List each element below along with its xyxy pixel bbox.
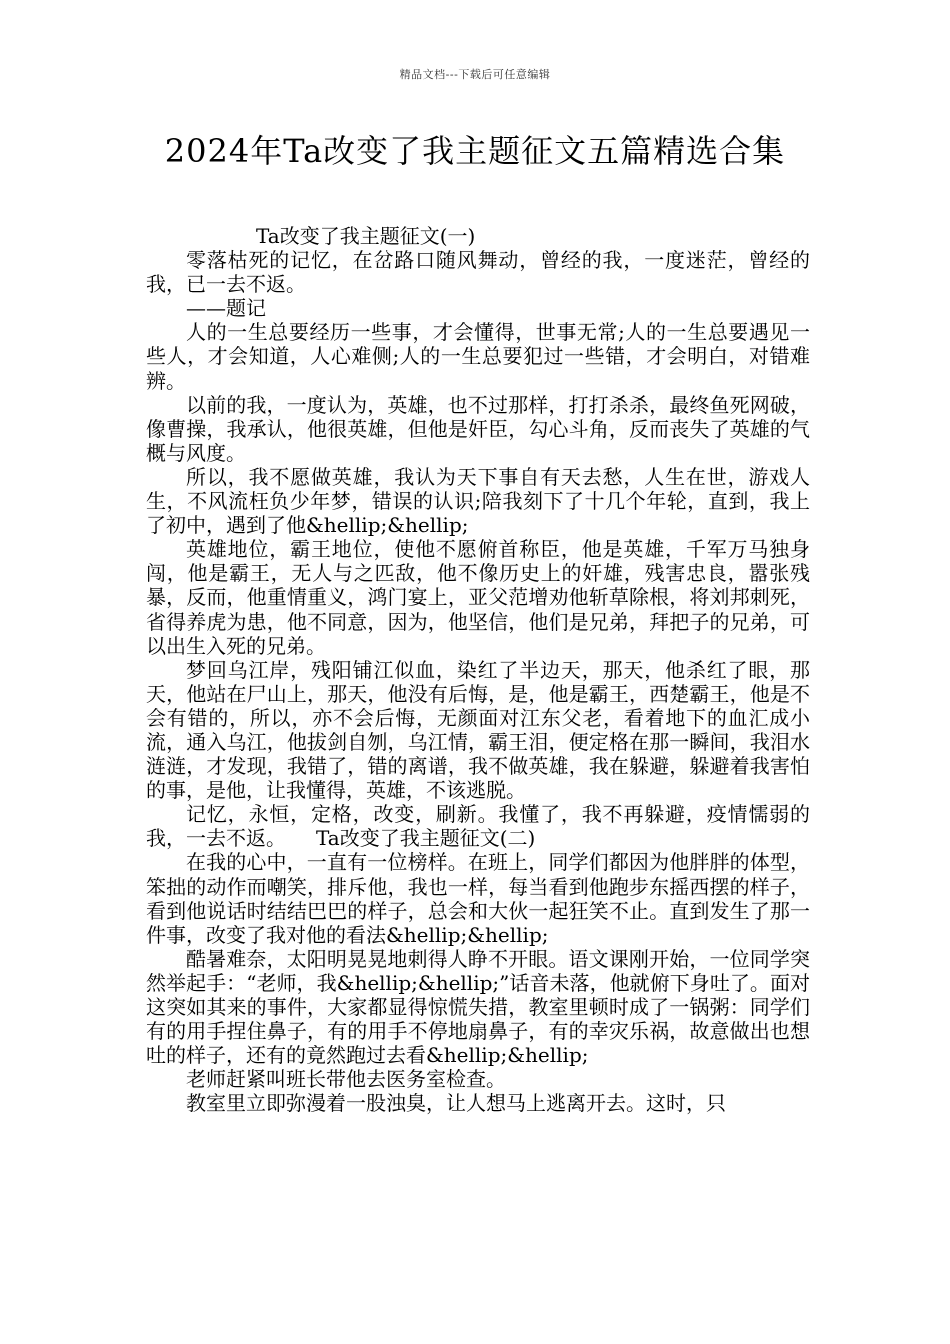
- document-body: [146, 224, 810, 1115]
- paragraph: 梦回乌江岸，残阳铺江似血，染红了半边天，那天，他杀红了眼，那天，他站在尸山上，那天，他没有后悔，是，他是霸王，西楚霸王，他是不会有错的，所以，亦不会后悔，无颜面对江东父老，看着地下的血汇成小流，通入乌江，他拔剑自刎，乌江情，霸王泪，便定格在那一瞬间，我泪水涟涟，才发现，我错了，错的离谱，我不做英雄，我在躲避，躲避着我害怕的事，是他，让我懂得，英雄，不该逃脱。: [146, 657, 810, 803]
- document-title: 2024年Ta改变了我主题征文五篇精选合集: [164, 132, 786, 170]
- paragraph: 记忆，永恒，定格，改变，刷新。我懂了，我不再躲避，疫情懦弱的我，一去不返。 Ta改变了我主题征文(二): [146, 802, 810, 851]
- paragraph: 老师赶紧叫班长带他去医务室检查。: [186, 1067, 506, 1092]
- paragraph: 零落枯死的记忆，在岔路口随风舞动，曾经的我，一度迷茫，曾经的我，已一去不返。: [146, 248, 810, 297]
- paragraph: 在我的心中，一直有一位榜样。在班上，同学们都因为他胖胖的体型，笨拙的动作而嘲笑，排斥他，我也一样，每当看到他跑步东摇西摆的样子，看到他说话时结结巴巴的样子，总会和大伙一起狂笑不止。直到发生了那一件事，改变了我对他的看法&hellip;&hellip;: [146, 850, 810, 947]
- header-note: 精品文档---下载后可任意编辑: [399, 68, 551, 81]
- paragraph: 人的一生总要经历一些事，才会懂得，世事无常;人的一生总要遇见一些人，才会知道，人心难侧;人的一生总要犯过一些错，才会明白，对错难辨。: [146, 320, 810, 393]
- paragraph: 教室里立即弥漫着一股浊臭，让人想马上逃离开去。这时，只: [186, 1091, 726, 1116]
- section-subtitle: Ta改变了我主题征文(一): [256, 224, 476, 248]
- paragraph: 以前的我，一度认为，英雄，也不过那样，打打杀杀，最终鱼死网破，像曹操，我承认，他很英雄，但他是奸臣，勾心斗角，反而丧失了英雄的气概与风度。: [146, 392, 810, 465]
- paragraph: ——题记: [186, 296, 266, 321]
- paragraph: 酷暑难奈，太阳明晃晃地刺得人睁不开眼。语文课刚开始，一位同学突然举起手：“老师，我&hellip;&hellip;”话音未落，他就俯下身吐了。面对这突如其来的事件，大家都显得惊慌失措，教室里顿时成了一锅粥：同学们有的用手捏住鼻子，有的用手不停地扇鼻子，有的幸灾乐祸，故意做出也想吐的样子，还有的竟然跑过去看&hellip;&hellip;: [146, 946, 810, 1068]
- paragraph: 所以，我不愿做英雄，我认为天下事自有天去愁，人生在世，游戏人生，不风流枉负少年梦，错误的认识;陪我刻下了十几个年轮，直到，我上了初中，遇到了他&hellip;&hellip;: [146, 464, 810, 538]
- paragraph: 英雄地位，霸王地位，使他不愿俯首称臣，他是英雄，千军万马独身闯，他是霸王，无人与之匹敌，他不像历史上的奸雄，残害忠良，嚣张残暴，反而，他重情重义，鸿门宴上，亚父范增劝他斩草除根，将刘邦刺死，省得养虎为患，他不同意，因为，他坚信，他们是兄弟，拜把子的兄弟，可以出生入死的兄弟。: [146, 537, 810, 658]
